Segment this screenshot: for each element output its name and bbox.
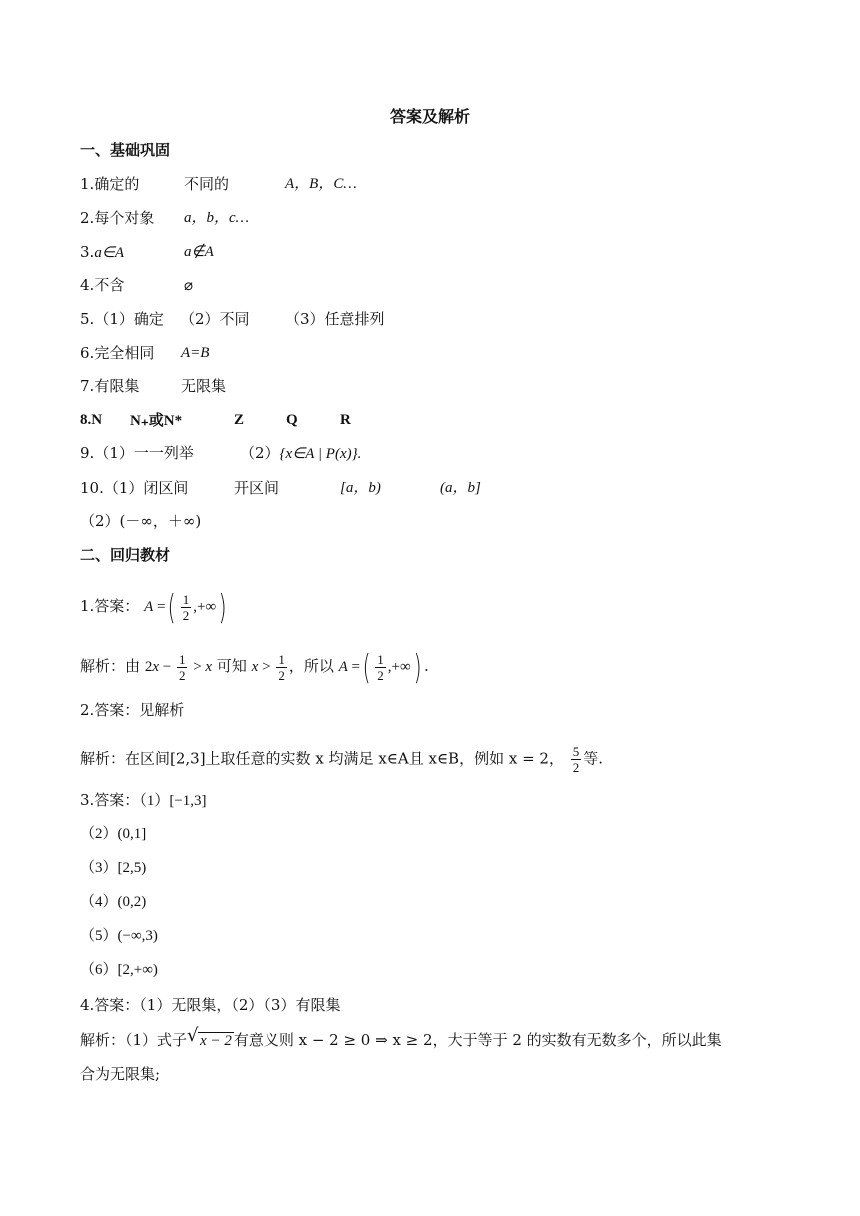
q3-item-2: （2）(0,1] bbox=[80, 826, 147, 842]
empty-set-symbol: ⌀ bbox=[184, 276, 194, 294]
q3-item-6: （6）[2,+∞) bbox=[80, 962, 158, 978]
q2-fraction-five-halves: $\frac{5}{2}$ bbox=[572, 744, 580, 775]
sqrt-expression: √ x − 2 bbox=[187, 1025, 232, 1049]
section-heading-basics: 一、基础巩固 bbox=[80, 141, 171, 159]
q3-answer: 3.答案：（1）[−1,3] bbox=[80, 791, 207, 809]
set-builder-notation: {x∈A | P(x)}. bbox=[279, 446, 362, 462]
section-heading-textbook: 二、回归教材 bbox=[80, 546, 171, 564]
q2-analysis: 解析：在区间[2,3]上取任意的实数 x 均满足 x∈A且 x∈B，例如 x = 2， $\frac{5}{2}$ 等. bbox=[80, 744, 604, 775]
q1-result-formula: A =( $\frac{1}{2}$ ,+∞) bbox=[338, 647, 422, 688]
q3-item-3: （3）[2,5) bbox=[80, 860, 147, 876]
q1-inequality: 2x − $\frac{1}{2}$ > x bbox=[144, 652, 213, 683]
q4-analysis-cont: 合为无限集; bbox=[80, 1065, 161, 1083]
q1-analysis: 解析：由 2x − $\frac{1}{2}$ > x 可知 x > $\frac{1}{2}$ ，所以 A =( $\frac{1}{2}$ ,+∞) . bbox=[80, 647, 429, 688]
answer-page: 答案及解析 一、基础巩固 1.确定的 不同的 A，B，C… 2.每个对象 a，b，c… 3.a∈A a∉A 4.不含 ⌀ 5.（1）确定 （2）不同 （3）任意排列 6.完全相同 A=B 7.有限集 无限集 8.N N₊或N* Z Q R 9.（1）一一列举 （2）{x∈A | P(x)}. 10.（1）闭区间 开区间 [a，b) (a，b] （2）(－∞，＋∞) 二、回归教材 1.答案： A =( $\frac{1}{2}$ ,+∞) 解析：由 2x − $\frac{1}{2}$ > x 可知 x > $\frac{1}{2}$ ，所以 A =( $\frac{1}{2}$ ,+∞) . 2.答案：见解析 解析：在区间[2,3]上取任意的实数 x 均满足 x∈A且 x∈B，例如 x = 2， $\frac{5}{2}$ 等. 3.答案：（1）[−1,3] （2）(0,1] （3）[2,5) （4）(0,2) （5）(−∞,3) （6）[2,+∞) 4.答案：（1）无限集，（2）（3）有限集 解析：（1）式子 √ x − 2 有意义则 x − 2 ≥ 0 ⇒ x ≥ 2，大于等于 2 的实数有无数多个，所以此集 合为无限集; bbox=[0, 0, 860, 1216]
q4-answer: 4.答案：（1）无限集，（2）（3）有限集 bbox=[80, 996, 341, 1014]
page-title: 答案及解析 bbox=[389, 107, 470, 126]
q4-analysis: 解析：（1）式子 √ x − 2 有意义则 x − 2 ≥ 0 ⇒ x ≥ 2，大于等于 2 的实数有无数多个，所以此集 bbox=[80, 1025, 722, 1049]
q1-answer-formula: A =( $\frac{1}{2}$ ,+∞) bbox=[144, 587, 227, 628]
q1-solution: x > $\frac{1}{2}$ bbox=[251, 652, 285, 683]
q1-answer: 1.答案： A =( $\frac{1}{2}$ ,+∞) bbox=[80, 592, 229, 623]
q3-item-4: （4）(0,2) bbox=[80, 894, 147, 910]
q3-item-5: （5）(−∞,3) bbox=[80, 928, 158, 944]
q2-answer: 2.答案：见解析 bbox=[80, 701, 185, 719]
